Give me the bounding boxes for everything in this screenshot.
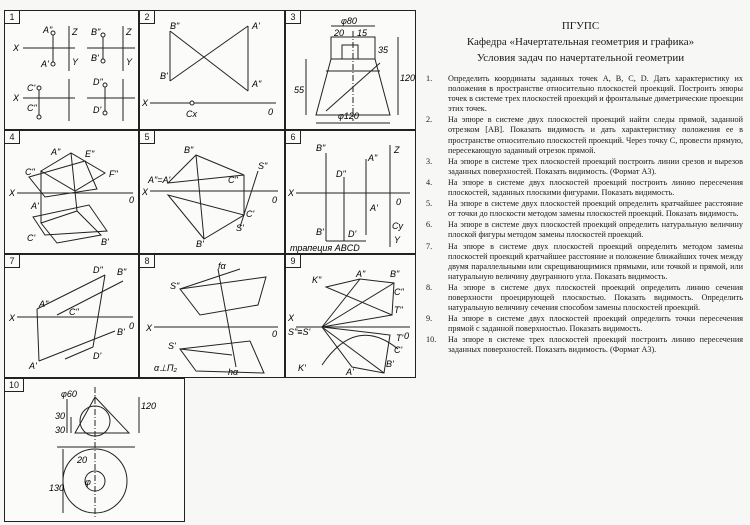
label-x: X xyxy=(288,188,295,198)
figure-skew-lines xyxy=(5,255,140,379)
figure-point-coordinates xyxy=(5,11,140,131)
panel-number: 7 xyxy=(5,255,20,268)
label-cx: Cx xyxy=(186,109,197,119)
task-list xyxy=(418,74,743,356)
task-conditions xyxy=(418,10,743,515)
label-z: Z xyxy=(126,27,132,37)
panel-number: 4 xyxy=(5,131,20,144)
label-b1: B' xyxy=(196,239,204,249)
label-a2: A" xyxy=(43,25,53,35)
label-b2: B" xyxy=(316,143,326,153)
list-item: 8. На эпюре в системе двух плоскостей проекций определить линию сечения поверхности проецирующей плоскостью. Показать видимость. Определить натуральную величину сечения способом замены плоскостей проекций. xyxy=(426,282,743,313)
label-t2: T" xyxy=(394,305,403,315)
label-x: X xyxy=(9,188,16,198)
figure-plane-intersection xyxy=(5,131,140,255)
label-e2: E" xyxy=(85,149,95,159)
figure-surfaces-intersection xyxy=(5,379,186,523)
label-alpha-perp: α⊥Π₂ xyxy=(154,363,177,373)
panel-10 xyxy=(4,378,185,522)
dim-120: 120 xyxy=(141,401,157,411)
figure-trapezoid-true-size xyxy=(286,131,417,255)
label-a-coincident: A"=A' xyxy=(148,175,171,185)
list-item: 9. На эпюре в системе двух плоскостей проекций определить точки пересечения прямой с заданной поверхностью. Показать видимость. xyxy=(426,314,743,334)
label-origin: 0 xyxy=(268,107,274,117)
panel-3 xyxy=(285,10,416,130)
label-d2: D" xyxy=(336,169,346,179)
label-a1: A' xyxy=(346,367,354,377)
label-s1: S' xyxy=(236,223,244,233)
panel-9 xyxy=(285,254,416,378)
label-a1: A' xyxy=(29,361,37,371)
list-item: 4. На эпюре в системе двух плоскостей проекций построить линию пересечения плоскостей, заданных плоскими фигурами. Показать видимость. xyxy=(426,177,743,198)
panel-6 xyxy=(285,130,416,254)
dim-55: 55 xyxy=(294,85,305,95)
label-origin: 0 xyxy=(404,331,410,341)
panel-number: 9 xyxy=(286,255,301,268)
label-c1: C' xyxy=(394,345,403,355)
label-x: X xyxy=(9,313,16,323)
panel-7 xyxy=(4,254,139,378)
label-d1: D' xyxy=(93,105,102,115)
label-d2: D" xyxy=(93,77,103,87)
label-b2: B" xyxy=(184,145,194,155)
label-s2: S" xyxy=(258,161,268,171)
list-item: 5. На эпюре в системе двух плоскостей проекций определить кратчайшее расстояние от точки до плоскости методом замены плоскостей проекций. Показать видимость. xyxy=(426,199,743,219)
dim-20: 20 xyxy=(334,28,345,38)
panel-number: 5 xyxy=(140,131,155,144)
label-origin: 0 xyxy=(272,195,278,205)
panel-number: 8 xyxy=(140,255,155,268)
figure-point-to-plane xyxy=(140,131,286,255)
label-b1: B' xyxy=(316,227,324,237)
label-b1: B' xyxy=(160,71,168,81)
label-s1: S' xyxy=(168,341,176,351)
label-origin: 0 xyxy=(272,329,278,339)
label-c2: C" xyxy=(228,175,238,185)
university-name: ПГУПС xyxy=(561,20,600,32)
label-y: Y xyxy=(126,57,133,67)
figure-pyramid-section xyxy=(140,255,286,379)
panel-number: 1 xyxy=(5,11,20,24)
label-z: Z xyxy=(72,27,78,37)
label-a1: A' xyxy=(31,201,39,211)
label-cy: Cy xyxy=(392,221,403,231)
label-a2: A" xyxy=(51,147,61,157)
label-c2: C" xyxy=(27,103,37,113)
label-d1: D' xyxy=(348,229,357,239)
dim-diameter: φ80 xyxy=(341,16,357,26)
label-h-alpha: hα xyxy=(228,367,239,377)
label-c1: C' xyxy=(27,233,36,243)
label-x: X xyxy=(146,323,153,333)
label-d1: D' xyxy=(93,351,102,361)
label-b1: B' xyxy=(101,237,109,247)
label-y: Y xyxy=(394,235,401,245)
panel-2 xyxy=(139,10,285,130)
label-origin: 0 xyxy=(129,321,135,331)
label-a2: A" xyxy=(356,269,366,279)
label-b2: B" xyxy=(390,269,400,279)
label-s2: S" xyxy=(170,281,180,291)
label-d2: D" xyxy=(93,265,103,275)
panel-number: 6 xyxy=(286,131,301,144)
label-a2: A" xyxy=(252,79,262,89)
dim-130: 130 xyxy=(49,483,65,493)
figure-line-traces xyxy=(140,11,286,131)
list-item: 1. Определить координаты заданных точек A, B, C, D. Дать характеристику их положения в пространстве относительно плоскостей проекций. Построить эпюры точек в системе трех плоскостей проекций и фронтальные диметрические проекции этих точек. xyxy=(426,74,743,114)
list-item: 2. На эпюре в системе двух плоскостей проекций найти следы прямой, заданной отрезком [AB]. Показать видимость и дать характеристику положения ее в пространстве относительно плоскостей проекций. Через точку C, провести прямую, пересекающую заданный отрезок прямой. xyxy=(426,115,743,155)
dim-30: 30 xyxy=(55,411,66,421)
label-y: Y xyxy=(72,57,79,67)
panel-number: 10 xyxy=(5,379,24,392)
label-trapezoid: трапеция ABCD xyxy=(290,243,360,253)
label-c2: C" xyxy=(25,167,35,177)
label-a1: A' xyxy=(370,203,378,213)
label-b1: B' xyxy=(117,327,125,337)
label-b2: B" xyxy=(170,21,180,31)
panel-5 xyxy=(139,130,285,254)
label-origin: 0 xyxy=(129,195,135,205)
label-b1: B' xyxy=(386,359,394,369)
label-s-coincident: S"≡S' xyxy=(288,327,311,337)
label-a2: A" xyxy=(368,153,378,163)
document-title: Условия задач по начертательной геометрии xyxy=(476,52,685,64)
label-c2: C" xyxy=(69,307,79,317)
label-b2: B" xyxy=(91,27,101,37)
dim-20: 20 xyxy=(77,455,88,465)
label-x: X xyxy=(142,187,149,197)
figure-line-surface-intersection xyxy=(286,255,417,379)
dim-120: 120 xyxy=(400,73,416,83)
label-k2: K" xyxy=(312,275,322,285)
panel-8 xyxy=(139,254,285,378)
department-name: Кафедра «Начертательная геометрия и графика» xyxy=(466,36,695,48)
list-item: 6. На эпюре в системе двух плоскостей проекций определить натуральную величину плоской фигуры методом замены плоскостей проекций. xyxy=(426,220,743,240)
label-b1: B' xyxy=(91,53,99,63)
figure-solid-with-cutouts xyxy=(286,11,417,131)
panel-number: 2 xyxy=(140,11,155,24)
label-f2: F" xyxy=(109,169,118,179)
label-k1: K' xyxy=(298,363,306,373)
label-x: X xyxy=(288,313,295,323)
list-item: 3. На эпюре в системе трех плоскостей проекций построить линии срезов и вырезов заданных поверхностей. Показать видимость. (Формат A3). xyxy=(426,156,743,176)
dim-30: 30 xyxy=(55,425,66,435)
panel-number: 3 xyxy=(286,11,301,24)
label-f-alpha: fα xyxy=(218,261,226,271)
list-item: 7. На эпюре в системе двух плоскостей проекций определить методом замены плоскостей проекций кратчайшее расстояние и положение ближайших точек между двумя параллельными или скрещивающимися прямыми, или точкой и прямой, или натуральную величину двугранного угла. Показать видимость. xyxy=(426,241,743,281)
label-a1: A' xyxy=(41,59,49,69)
label-a1: A' xyxy=(252,21,260,31)
label-x: X xyxy=(13,93,20,103)
label-x: X xyxy=(142,98,149,108)
label-c1: C' xyxy=(246,209,255,219)
list-item: 10. На эпюре в системе трех плоскостей проекций построить линию пересечения заданных поверхностей. Показать видимость. (Формат A3). xyxy=(426,335,743,355)
label-x: X xyxy=(13,43,20,53)
label-origin: 0 xyxy=(396,197,402,207)
panel-1 xyxy=(4,10,139,130)
label-t1: T' xyxy=(396,333,404,343)
dim-diameter: φ60 xyxy=(61,389,77,399)
label-b2: B" xyxy=(117,267,127,277)
dim-diameter-inner: φ xyxy=(85,477,91,487)
label-z: Z xyxy=(394,145,400,155)
dim-diameter-bottom: φ120 xyxy=(338,111,359,121)
label-a2: A" xyxy=(39,299,49,309)
label-c2: C" xyxy=(394,287,404,297)
label-c1: C' xyxy=(27,83,36,93)
panel-4 xyxy=(4,130,139,254)
dim-15: 15 xyxy=(357,28,368,38)
dim-35: 35 xyxy=(378,45,389,55)
